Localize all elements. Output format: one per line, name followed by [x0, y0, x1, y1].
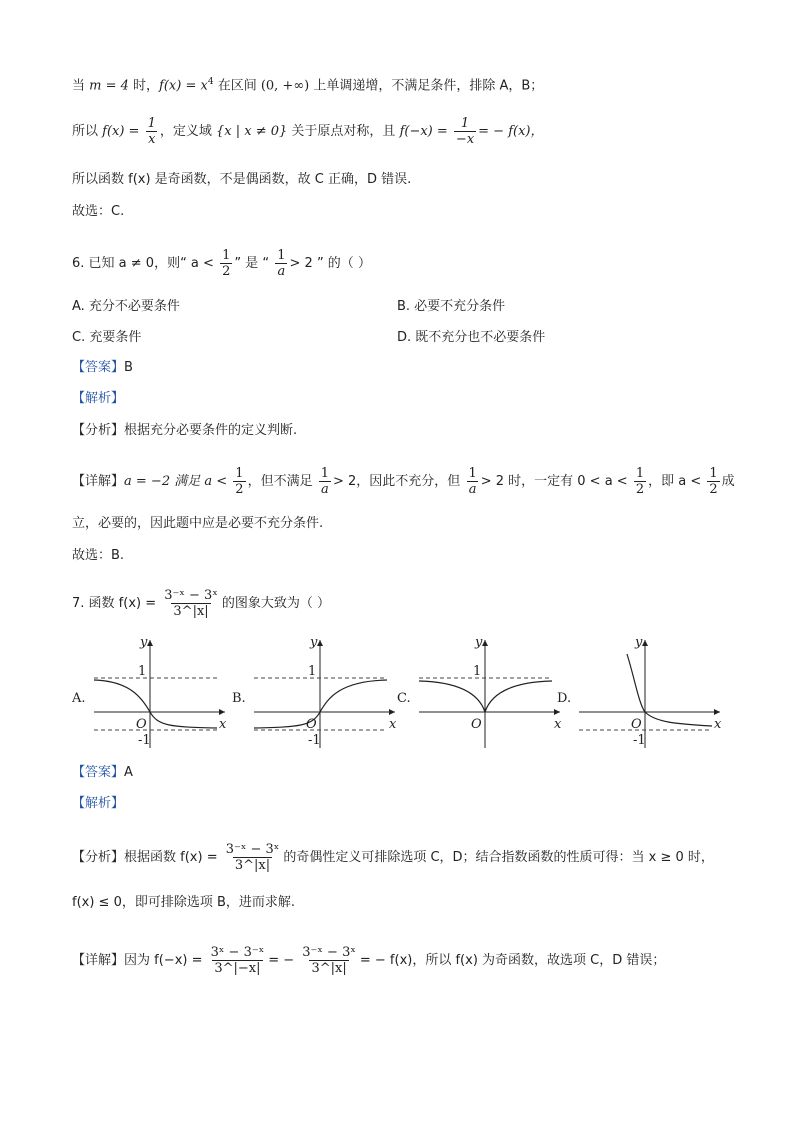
denominator: 3^|−x|: [214, 961, 261, 976]
numerator: 1: [635, 466, 645, 481]
x-arrow: [714, 709, 720, 715]
option-label: A.: [72, 691, 86, 706]
option-label: D.: [557, 691, 572, 706]
answer-text: A: [124, 765, 133, 780]
text: 时，: [128, 78, 160, 94]
x-axis-label: x: [554, 717, 562, 732]
x-arrow: [554, 709, 560, 715]
numerator: 3⁻ˣ − 3ˣ: [302, 945, 356, 960]
fraction: [162, 588, 220, 619]
math: f(x) = x: [159, 78, 208, 94]
text: 所以: [72, 124, 103, 139]
text: ，但不满足: [247, 474, 313, 489]
x-axis-label: x: [714, 717, 722, 732]
numerator: 1: [277, 248, 286, 263]
denominator: 3^|x|: [173, 604, 209, 619]
text: 在区间: [213, 78, 261, 94]
option-label: C.: [397, 691, 411, 706]
y-arrow: [147, 640, 153, 646]
math: m = 4: [89, 78, 129, 94]
text: ” 是 “: [234, 256, 270, 271]
origin-label: O: [471, 717, 482, 732]
numerator: 3⁻ˣ − 3ˣ: [225, 842, 280, 857]
denominator: 2: [222, 264, 231, 279]
line-3: 所以函数 f(x) 是奇函数，不是偶函数，故 C 正确，D 错误.: [72, 172, 412, 187]
fenxi-7: [72, 842, 714, 873]
text: 上单调递增，不满足条件，排除 A，B；: [309, 78, 544, 94]
line-cont-6: 立，必要的，因此题中应是必要不充分条件.: [72, 516, 324, 531]
numerator: 1: [222, 248, 231, 263]
fenxi-tag: 【分析】: [72, 850, 125, 865]
tick-1: 1: [473, 664, 482, 679]
tick-minus-1: -1: [633, 733, 646, 748]
fraction: [146, 116, 158, 147]
numerator: 1: [468, 466, 477, 481]
text: 7. 函数 f(x) =: [72, 596, 157, 611]
answer-tag: 【答案】: [72, 765, 125, 780]
xiangjie-tag: 【详解】: [72, 953, 125, 968]
function-curve: [94, 680, 217, 728]
y-arrow: [317, 640, 323, 646]
line-1: [72, 72, 543, 96]
tick-minus-1: -1: [138, 733, 151, 748]
line-4: 故选：C.: [72, 204, 125, 219]
text: 成: [721, 474, 735, 489]
numerator: 1: [235, 466, 244, 481]
text: 根据函数 f(x) =: [124, 850, 218, 865]
fraction: [224, 842, 282, 873]
x-arrow: [389, 709, 395, 715]
option-a[interactable]: A. 充分不必要条件: [72, 299, 180, 314]
fraction: [233, 466, 245, 497]
text: = −: [268, 953, 295, 968]
denominator: a: [320, 482, 329, 497]
fraction: [466, 466, 478, 497]
denominator: x: [148, 132, 156, 147]
y-axis-label: y: [310, 635, 318, 650]
answer-7: [72, 763, 133, 783]
origin-label: O: [631, 717, 642, 732]
fenxi-tag: 【分析】: [72, 423, 125, 438]
fraction: [300, 945, 358, 976]
option-label: B.: [232, 691, 246, 706]
denominator: −x: [455, 132, 475, 147]
numerator: 1: [460, 116, 470, 131]
y-axis-label: y: [140, 635, 148, 650]
math: {x | x ≠ 0}: [216, 124, 288, 139]
analysis-tag: 【解析】: [72, 796, 125, 811]
fraction: [319, 466, 331, 497]
xiangjie-6: [72, 466, 735, 497]
y-axis-label: y: [475, 635, 483, 650]
y-arrow: [642, 640, 648, 646]
analysis-tag: 【解析】: [72, 391, 125, 406]
option-c[interactable]: C. 充要条件: [72, 330, 142, 345]
text: 的图象大致为（ ）: [221, 596, 330, 611]
exponent: 4: [207, 77, 214, 87]
fenxi-7b: f(x) ≤ 0，即可排除选项 B，进而求解.: [72, 895, 296, 910]
denominator: a: [468, 482, 477, 497]
analysis-7: [72, 794, 124, 814]
x-axis-label: x: [219, 717, 227, 732]
option-b[interactable]: B. 必要不充分条件: [397, 299, 506, 314]
xiangjie-7: [72, 945, 665, 976]
fraction: [634, 466, 646, 497]
answer-text: B: [124, 360, 133, 375]
numerator: 1: [709, 466, 718, 481]
text: 因为 f(−x) =: [124, 953, 203, 968]
fenxi-6: [72, 421, 297, 441]
fraction: [454, 116, 476, 147]
text: > 2 时，一定有 0 < a <: [480, 474, 628, 489]
question-6: [72, 248, 371, 279]
function-curve: [627, 654, 712, 726]
text: > 2，因此不充分，但: [333, 474, 461, 489]
question-7: [72, 588, 330, 619]
denominator: 2: [635, 482, 645, 497]
math: (0, +∞): [260, 78, 310, 94]
line-2: [72, 116, 544, 147]
text: ，定义域: [159, 124, 217, 139]
tick-1: 1: [138, 664, 147, 679]
answer-6: [72, 358, 133, 378]
text: 当: [72, 78, 90, 94]
x-axis-label: x: [389, 717, 397, 732]
fraction: [707, 466, 719, 497]
text: = − f(x)，所以 f(x) 为奇函数，故选项 C，D 错误；: [359, 953, 666, 968]
x-arrow: [219, 709, 225, 715]
numerator: 3⁻ˣ − 3ˣ: [164, 588, 218, 603]
origin-label: O: [306, 717, 317, 732]
numerator: 1: [147, 116, 156, 131]
denominator: 2: [709, 482, 718, 497]
graph-options: [0, 630, 794, 760]
text: 6. 已知 a ≠ 0，则“ a <: [72, 256, 214, 271]
fraction: [275, 248, 287, 279]
numerator: 3ˣ − 3⁻ˣ: [210, 945, 265, 960]
option-d[interactable]: D. 既不充分也不必要条件: [397, 330, 546, 345]
text: 关于原点对称，且: [287, 124, 400, 139]
text: > 2 ” 的（ ）: [289, 256, 371, 271]
math: = − f(x)，: [478, 124, 544, 139]
tick-minus-1: -1: [308, 733, 321, 748]
origin-label: O: [136, 717, 147, 732]
denominator: 3^|x|: [234, 858, 271, 873]
numerator: 1: [320, 466, 329, 481]
answer-tag: 【答案】: [72, 360, 125, 375]
math: f(−x) =: [399, 124, 448, 139]
choose-6: 故选：B.: [72, 548, 125, 563]
fraction: [220, 248, 232, 279]
denominator: 3^|x|: [311, 961, 347, 976]
analysis-6: [72, 389, 124, 409]
fraction: [209, 945, 267, 976]
xiangjie-tag: 【详解】: [72, 474, 125, 489]
text: 的奇偶性定义可排除选项 C，D；结合指数函数的性质可得：当 x ≥ 0 时，: [283, 850, 714, 865]
denominator: 2: [235, 482, 244, 497]
y-arrow: [482, 640, 488, 646]
fenxi-text: 根据充分必要条件的定义判断.: [124, 423, 298, 438]
text: a = −2 满足 a <: [124, 474, 228, 489]
tick-1: 1: [308, 664, 317, 679]
math: f(x) =: [102, 124, 140, 139]
y-axis-label: y: [635, 635, 643, 650]
denominator: a: [277, 264, 286, 279]
text: ，即 a <: [648, 474, 702, 489]
